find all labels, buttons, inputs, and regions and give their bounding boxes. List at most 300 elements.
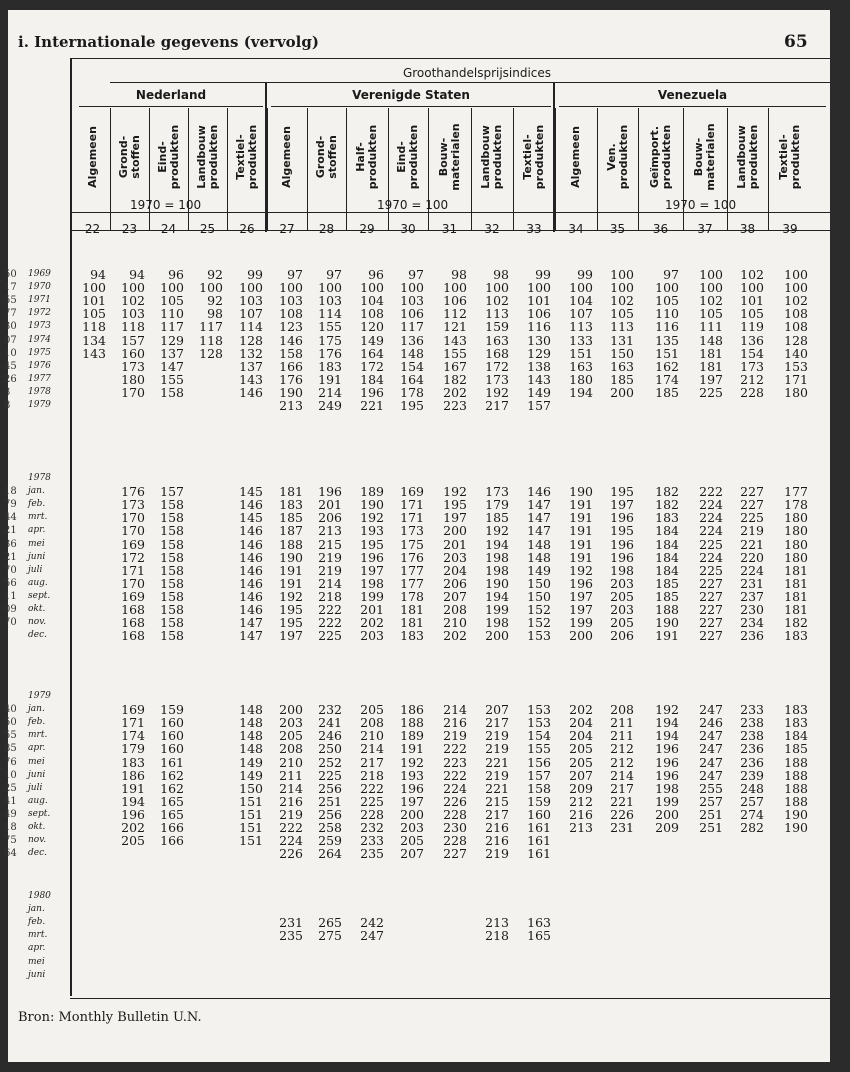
table-cell: 170 xyxy=(121,523,145,539)
table-cell: 238 xyxy=(740,715,764,731)
table-cell: 227 xyxy=(699,628,723,644)
table-cell: 203 xyxy=(610,602,634,617)
table-cell: 173 xyxy=(740,358,764,374)
table-cell: 100 xyxy=(610,267,634,282)
table-cell: 196 xyxy=(655,767,679,783)
table-cell: 108 xyxy=(360,306,384,322)
table-cell: 97 xyxy=(287,267,303,282)
table-cell: 100 xyxy=(569,280,593,296)
table-cell: 205 xyxy=(610,588,634,604)
table-cell: 257 xyxy=(699,793,723,809)
table-cell: 196 xyxy=(610,510,634,526)
column-number: 31 xyxy=(441,222,458,236)
table-cell: 151 xyxy=(239,793,263,809)
table-cell: 158 xyxy=(160,536,184,552)
table-cell: 199 xyxy=(360,588,384,604)
table-cell: 182 xyxy=(443,371,467,387)
table-cell: 186 xyxy=(121,767,145,783)
table-cell: 256 xyxy=(318,780,342,796)
table-cell: 186 xyxy=(400,702,424,718)
table-cell: 197 xyxy=(360,562,384,578)
left-margin-fragment: 41 xyxy=(4,795,17,807)
row-label: 1979 xyxy=(28,400,51,410)
table-cell: 147 xyxy=(239,628,263,644)
table-cell: 183 xyxy=(279,497,303,513)
table-cell: 191 xyxy=(318,371,342,387)
table-cell: 153 xyxy=(527,628,551,644)
left-margin-fragment: 8 xyxy=(4,400,11,411)
table-cell: 108 xyxy=(784,319,808,335)
left-margin-fragment: 85 xyxy=(4,743,17,755)
table-cell: 163 xyxy=(610,358,634,374)
table-cell: 246 xyxy=(318,728,342,744)
table-cell: 208 xyxy=(360,715,384,731)
table-cell: 100 xyxy=(655,280,679,296)
table-cell: 154 xyxy=(527,728,551,744)
left-margin-fragment: 26 xyxy=(4,373,17,385)
table-cell: 223 xyxy=(443,398,467,413)
row-label: apr. xyxy=(28,943,46,954)
table-cell: 143 xyxy=(239,371,263,387)
table-cell: 192 xyxy=(655,702,679,718)
table-cell: 178 xyxy=(400,588,424,604)
table-cell: 113 xyxy=(485,306,509,322)
table-cell: 117 xyxy=(160,319,184,335)
row-label: mrt. xyxy=(28,730,48,741)
table-cell: 106 xyxy=(443,293,467,309)
table-cell: 105 xyxy=(655,293,679,309)
table-cell: 209 xyxy=(655,820,679,835)
table-cell: 178 xyxy=(784,497,808,513)
table-cell: 149 xyxy=(527,384,551,400)
row-label: nov. xyxy=(28,617,47,628)
table-cell: 129 xyxy=(160,332,184,348)
row-label: 1977 xyxy=(28,373,51,384)
table-cell: 168 xyxy=(121,602,145,617)
row-label: juni xyxy=(28,769,46,780)
table-cell: 163 xyxy=(569,358,593,374)
table-cell: 181 xyxy=(784,575,808,591)
table-cell: 236 xyxy=(740,628,764,644)
table-cell: 226 xyxy=(610,806,634,822)
table-cell: 151 xyxy=(655,345,679,361)
table-cell: 214 xyxy=(443,702,467,718)
table-cell: 132 xyxy=(239,345,263,361)
table-cell: 188 xyxy=(784,793,808,809)
table-cell: 165 xyxy=(160,806,184,822)
table-cell: 217 xyxy=(610,780,634,796)
table-cell: 219 xyxy=(485,846,509,862)
left-margin-fragment: 56 xyxy=(4,577,17,589)
table-cell: 203 xyxy=(279,715,303,731)
table-cell: 198 xyxy=(485,549,509,565)
table-cell: 105 xyxy=(82,306,106,322)
table-cell: 188 xyxy=(655,602,679,617)
table-cell: 231 xyxy=(610,820,634,835)
table-cell: 180 xyxy=(121,371,145,387)
table-cell: 247 xyxy=(699,754,723,770)
table-cell: 217 xyxy=(485,715,509,731)
table-cell: 171 xyxy=(121,562,145,578)
table-cell: 107 xyxy=(239,306,263,322)
table-cell: 185 xyxy=(485,510,509,526)
table-cell: 265 xyxy=(318,915,342,931)
table-cell: 259 xyxy=(318,833,342,849)
table-cell: 195 xyxy=(610,523,634,539)
table-cell: 216 xyxy=(485,833,509,849)
row-label: 1969 xyxy=(28,269,51,279)
table-cell: 166 xyxy=(160,820,184,835)
table-cell: 231 xyxy=(740,575,764,591)
table-cell: 148 xyxy=(699,332,723,348)
table-cell: 196 xyxy=(655,754,679,770)
table-cell: 222 xyxy=(443,767,467,783)
table-cell: 214 xyxy=(279,780,303,796)
table-cell: 147 xyxy=(527,497,551,513)
table-cell: 100 xyxy=(699,267,723,282)
row-label: feb. xyxy=(28,499,46,510)
table-cell: 97 xyxy=(408,267,424,282)
left-margin-fragment: 11 xyxy=(4,590,17,602)
row-label: mei xyxy=(28,956,45,967)
table-cell: 207 xyxy=(569,767,593,783)
table-cell: 185 xyxy=(655,588,679,604)
table-cell: 182 xyxy=(655,497,679,513)
table-cell: 206 xyxy=(610,628,634,644)
row-label: juni xyxy=(28,969,46,980)
row-label: aug. xyxy=(28,577,48,588)
table-cell: 213 xyxy=(318,523,342,539)
table-cell: 116 xyxy=(527,319,551,335)
table-cell: 238 xyxy=(740,728,764,744)
row-label: 1975 xyxy=(28,347,51,358)
table-cell: 208 xyxy=(610,702,634,718)
table-cell: 158 xyxy=(160,615,184,631)
table-cell: 171 xyxy=(121,715,145,731)
column-heading xyxy=(428,106,471,208)
table-cell: 170 xyxy=(121,575,145,591)
table-cell: 274 xyxy=(740,806,764,822)
row-label: 1971 xyxy=(28,295,51,306)
table-cell: 111 xyxy=(699,319,723,335)
column-heading-text: Eind- produkten xyxy=(395,124,420,190)
column-heading-text: Algemeen xyxy=(569,126,582,188)
left-margin-fragment: 64 xyxy=(4,848,17,860)
table-cell: 166 xyxy=(160,833,184,849)
table-cell: 202 xyxy=(121,820,145,835)
table-cell: 235 xyxy=(360,846,384,862)
page-number: 65 xyxy=(784,32,808,52)
table-cell: 197 xyxy=(443,510,467,526)
row-label: 1976 xyxy=(28,360,51,371)
table-cell: 219 xyxy=(485,728,509,744)
table-cell: 106 xyxy=(400,306,424,322)
table-cell: 102 xyxy=(610,293,634,309)
table-cell: 197 xyxy=(279,628,303,644)
table-cell: 216 xyxy=(569,806,593,822)
table-cell: 180 xyxy=(784,523,808,539)
table-cell: 145 xyxy=(239,510,263,526)
table-cell: 158 xyxy=(279,345,303,361)
table-cell: 191 xyxy=(569,510,593,526)
table-cell: 153 xyxy=(527,715,551,731)
table-cell: 183 xyxy=(784,702,808,718)
table-cell: 99 xyxy=(577,267,593,282)
table-cell: 163 xyxy=(527,915,551,931)
table-cell: 196 xyxy=(569,575,593,591)
table-cell: 213 xyxy=(279,398,303,413)
table-cell: 264 xyxy=(318,846,342,862)
table-cell: 222 xyxy=(699,484,723,500)
table-cell: 154 xyxy=(400,358,424,374)
table-cell: 199 xyxy=(569,615,593,631)
table-cell: 100 xyxy=(360,280,384,296)
table-cell: 155 xyxy=(527,741,551,757)
table-cell: 196 xyxy=(360,384,384,400)
table-cell: 160 xyxy=(160,715,184,731)
table-cell: 148 xyxy=(239,715,263,731)
table-cell: 235 xyxy=(279,928,303,944)
table-cell: 225 xyxy=(318,767,342,783)
table-cell: 177 xyxy=(784,484,808,500)
left-margin-fragment: 49 xyxy=(4,808,17,820)
table-cell: 158 xyxy=(160,602,184,617)
table-cell: 100 xyxy=(443,280,467,296)
table-cell: 130 xyxy=(527,332,551,348)
table-cell: 158 xyxy=(160,575,184,591)
table-cell: 224 xyxy=(279,833,303,849)
table-cell: 202 xyxy=(360,615,384,631)
table-cell: 251 xyxy=(699,806,723,822)
table-cell: 174 xyxy=(655,371,679,387)
table-cell: 157 xyxy=(121,332,145,348)
table-cell: 203 xyxy=(400,820,424,835)
column-heading xyxy=(768,106,812,208)
table-cell: 101 xyxy=(82,293,106,309)
column-heading-text: Textiel- produkten xyxy=(777,124,802,190)
source-note: Bron: Monthly Bulletin U.N. xyxy=(18,1010,202,1025)
table-cell: 219 xyxy=(485,767,509,783)
table-cell: 150 xyxy=(610,345,634,361)
table-cell: 104 xyxy=(360,293,384,309)
table-cell: 177 xyxy=(400,562,424,578)
table-cell: 275 xyxy=(318,928,342,944)
column-heading-text: Bouw- materialen xyxy=(692,123,717,191)
table-cell: 118 xyxy=(82,319,106,335)
left-margin-fragment: 45 xyxy=(4,360,17,372)
table-cell: 128 xyxy=(199,345,223,361)
table-cell: 102 xyxy=(485,293,509,309)
table-cell: 221 xyxy=(485,780,509,796)
table-cell: 185 xyxy=(610,371,634,387)
column-number: 23 xyxy=(121,222,138,236)
row-label: feb. xyxy=(28,717,46,728)
table-cell: 221 xyxy=(485,754,509,770)
table-cell: 228 xyxy=(740,384,764,400)
table-cell: 121 xyxy=(443,319,467,335)
column-heading xyxy=(149,106,188,208)
table-cell: 195 xyxy=(279,615,303,631)
table-cell: 110 xyxy=(655,306,679,322)
table-cell: 138 xyxy=(527,358,551,374)
table-cell: 119 xyxy=(740,319,764,335)
table-cell: 250 xyxy=(318,741,342,757)
table-cell: 100 xyxy=(784,280,808,296)
table-cell: 181 xyxy=(699,358,723,374)
table-cell: 188 xyxy=(279,536,303,552)
left-margin-fragment: 17 xyxy=(4,282,17,294)
table-cell: 215 xyxy=(485,793,509,809)
table-cell: 128 xyxy=(784,332,808,348)
table-cell: 152 xyxy=(527,615,551,631)
table-cell: 175 xyxy=(400,536,424,552)
row-label: okt. xyxy=(28,604,46,614)
table-cell: 172 xyxy=(360,358,384,374)
row-label: apr. xyxy=(28,743,46,754)
table-cell: 149 xyxy=(239,754,263,770)
table-cell: 202 xyxy=(569,702,593,718)
row-label: 1972 xyxy=(28,308,51,319)
table-cell: 136 xyxy=(740,332,764,348)
table-cell: 190 xyxy=(279,549,303,565)
table-cell: 114 xyxy=(318,306,342,322)
table-cell: 153 xyxy=(784,358,808,374)
group-title-0: Nederland xyxy=(135,88,207,102)
table-cell: 225 xyxy=(740,510,764,526)
group-title-2: Venezuela xyxy=(657,88,728,102)
row-label: jan. xyxy=(28,486,45,497)
table-cell: 134 xyxy=(82,332,106,348)
table-cell: 227 xyxy=(699,588,723,604)
table-cell: 205 xyxy=(610,615,634,631)
table-cell: 200 xyxy=(610,384,634,400)
table-cell: 205 xyxy=(400,833,424,849)
table-cell: 146 xyxy=(239,497,263,513)
table-cell: 100 xyxy=(121,280,145,296)
table-cell: 190 xyxy=(279,384,303,400)
table-cell: 158 xyxy=(160,549,184,565)
table-cell: 171 xyxy=(784,371,808,387)
column-heading-text: Textiel- produkten xyxy=(521,124,546,190)
left-margin-fragment: 10 xyxy=(4,769,17,781)
column-heading xyxy=(471,106,513,208)
table-cell: 171 xyxy=(400,510,424,526)
column-heading xyxy=(555,106,597,208)
table-cell: 159 xyxy=(160,702,184,718)
table-cell: 181 xyxy=(784,562,808,578)
table-cell: 160 xyxy=(527,806,551,822)
table-cell: 210 xyxy=(360,728,384,744)
column-heading xyxy=(188,106,227,208)
table-cell: 208 xyxy=(279,741,303,757)
table-cell: 135 xyxy=(655,332,679,348)
table-cell: 171 xyxy=(400,497,424,513)
table-cell: 102 xyxy=(740,267,764,282)
column-heading xyxy=(388,106,428,208)
table-cell: 182 xyxy=(655,484,679,500)
table-cell: 194 xyxy=(485,588,509,604)
table-cell: 227 xyxy=(699,602,723,617)
table-cell: 97 xyxy=(663,267,679,282)
table-cell: 204 xyxy=(569,728,593,744)
table-cell: 193 xyxy=(360,523,384,539)
table-cell: 185 xyxy=(655,384,679,400)
table-cell: 232 xyxy=(318,702,342,718)
table-cell: 192 xyxy=(569,562,593,578)
table-cell: 164 xyxy=(400,371,424,387)
table-cell: 92 xyxy=(207,267,223,282)
table-cell: 227 xyxy=(443,846,467,862)
row-label: jan. xyxy=(28,704,45,715)
table-cell: 114 xyxy=(239,319,263,335)
table-cell: 180 xyxy=(784,510,808,526)
column-number: 39 xyxy=(782,222,798,236)
table-cell: 181 xyxy=(784,588,808,604)
table-cell: 183 xyxy=(655,510,679,526)
table-cell: 100 xyxy=(610,280,634,296)
table-cell: 205 xyxy=(279,728,303,744)
table-cell: 146 xyxy=(239,602,263,617)
table-cell: 175 xyxy=(318,332,342,348)
table-cell: 191 xyxy=(655,628,679,644)
table-cell: 159 xyxy=(527,793,551,809)
table-cell: 247 xyxy=(699,741,723,757)
row-label: dec. xyxy=(28,848,47,859)
table-cell: 118 xyxy=(199,332,223,348)
table-cell: 100 xyxy=(279,280,303,296)
table-cell: 222 xyxy=(279,820,303,835)
table-cell: 201 xyxy=(360,602,384,617)
table-cell: 100 xyxy=(199,280,223,296)
table-cell: 203 xyxy=(443,549,467,565)
table-cell: 158 xyxy=(527,780,551,796)
table-cell: 178 xyxy=(400,384,424,400)
table-cell: 128 xyxy=(239,332,263,348)
row-label: aug. xyxy=(28,795,48,806)
table-cell: 197 xyxy=(400,793,424,809)
table-cell: 173 xyxy=(485,484,509,500)
table-cell: 162 xyxy=(160,767,184,783)
table-cell: 147 xyxy=(527,510,551,526)
table-cell: 183 xyxy=(400,628,424,644)
column-heading xyxy=(227,106,267,208)
column-heading xyxy=(75,106,110,208)
table-cell: 199 xyxy=(655,793,679,809)
column-heading-text: Ven. produkten xyxy=(604,124,630,190)
table-cell: 195 xyxy=(443,497,467,513)
column-number: 27 xyxy=(279,222,295,236)
table-cell: 170 xyxy=(121,510,145,526)
table-cell: 198 xyxy=(655,780,679,796)
table-cell: 100 xyxy=(160,280,184,296)
table-cell: 168 xyxy=(121,628,145,644)
table-cell: 117 xyxy=(199,319,223,335)
table-cell: 224 xyxy=(699,523,723,539)
table-cell: 151 xyxy=(239,820,263,835)
table-cell: 197 xyxy=(569,602,593,617)
table-cell: 227 xyxy=(699,575,723,591)
column-heading-text: Textiel- produkten xyxy=(234,124,259,190)
table-cell: 107 xyxy=(569,306,593,322)
table-cell: 197 xyxy=(699,371,723,387)
table-cell: 133 xyxy=(569,332,593,348)
table-cell: 222 xyxy=(318,615,342,631)
table-cell: 200 xyxy=(485,628,509,644)
column-number: 32 xyxy=(484,222,500,236)
base-label-0: 1970 = 100 xyxy=(130,198,202,212)
table-cell: 100 xyxy=(318,280,342,296)
column-heading-text: Algemeen xyxy=(85,126,99,188)
